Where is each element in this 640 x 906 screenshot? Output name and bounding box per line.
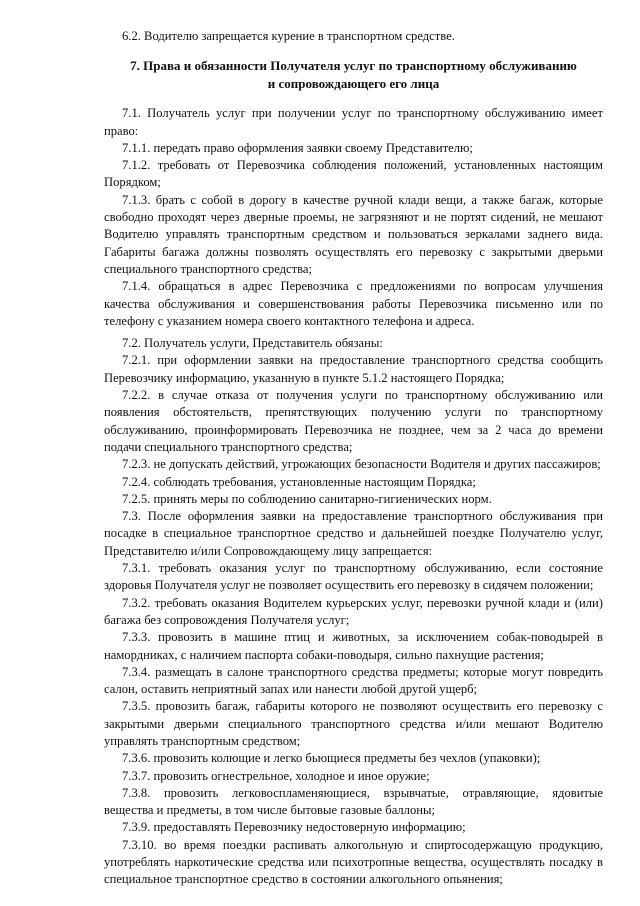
paragraph-7-2-1: 7.2.1. при оформлении заявки на предоставление транспортного средства сообщить Перевозчику информацию, указанную в пункте 5.1.2 настоящего Порядка; — [104, 353, 603, 385]
paragraph-7-3-8: 7.3.8. провозить легковоспламеняющиеся, взрывчатые, отравляющие, ядовитые вещества и предметы, в том числе бытовые газовые баллоны; — [104, 785, 603, 818]
paragraph-6-2: 6.2. Водителю запрещается курение в транспортном средстве. — [122, 29, 455, 43]
paragraph-7-1-2: 7.1.2. требовать от Перевозчика соблюдения положений, установленных настоящим Порядком; — [104, 158, 603, 190]
paragraph-7-3-6: 7.3.6. провозить колющие и легко бьющиеся предметы без чехлов (упаковки); — [122, 751, 541, 766]
paragraph-7-3-10: 7.3.10. во время поездки распивать алкогольную и спиртосодержащую продукцию, употреблять наркотические средства или психотропные вещества, осуществлять посадку в специальное транспортное средство в состоянии алкогольного опьянения; — [104, 837, 603, 887]
section-7-heading-line-2: и сопровождающего его лица — [267, 75, 440, 91]
section-7-heading-line-1: 7. Права и обязанности Получателя услуг по транспортному обслуживанию — [130, 58, 577, 74]
paragraph-7-3-2: 7.3.2. требовать оказания Водителем курьерских услуг, перевозки ручной клади и (или) багажа без сопровождения Получателя услуг; — [104, 595, 603, 627]
paragraph-7-1-3: 7.1.3. брать с собой в дорогу в качестве ручной клади вещи, а также багаж, которые свободно проходят через дверные проемы, не загрязняют и не портят сидений, не мешают Водителю управлять транспортным средством и пользоваться зеркалами заднего вида. Габариты багажа должны позволять осуществлять его перевозку с закрытыми дверьми специального транспортного средства; — [104, 192, 603, 276]
paragraph-7-3-9: 7.3.9. предоставлять Перевозчику недостоверную информацию; — [122, 820, 466, 835]
paragraph-7-3: 7.3. После оформления заявки на предоставление транспортного обслуживания при посадке в специальное транспортное средство и дальнейшей поездке Получателю услуг, Представителю и/или Сопровождающему лицу запрещается: — [104, 509, 603, 558]
paragraph-7-2-3: 7.2.3. не допускать действий, угрожающих безопасности Водителя и других пассажиров; — [122, 457, 601, 472]
paragraph-7-2-2: 7.2.2. в случае отказа от получения услуги по транспортному обслуживанию или появления обстоятельств, препятствующих получению услуги по транспортному обслуживанию, проинформировать Перевозчика не позднее, чем за 2 часа до времени подачи специального транспортного средства; — [104, 388, 603, 454]
paragraph-7-1: 7.1. Получатель услуг при получении услуг по транспортному обслуживанию имеет право: — [104, 106, 603, 138]
document-page — [104, 28, 603, 889]
paragraph-7-2-4: 7.2.4. соблюдать требования, установленные настоящим Порядка; — [122, 474, 476, 489]
paragraph-7-3-7: 7.3.7. провозить огнестрельное, холодное и иное оружие; — [122, 768, 430, 783]
paragraph-7-3-4: 7.3.4. размещать в салоне транспортного средства предметы; которые могут повредить салон, оставить неприятный запах или нанести любой другой ущерб; — [104, 664, 603, 697]
paragraph-7-2-5: 7.2.5. принять меры по соблюдению санитарно-гигиенических норм. — [122, 491, 492, 506]
paragraph-7-1-1: 7.1.1. передать право оформления заявки своему Представителю; — [122, 140, 473, 155]
section-7-heading — [104, 57, 603, 92]
paragraph-7-2: 7.2. Получатель услуги, Представитель обязаны: — [122, 336, 383, 351]
paragraph-7-3-1: 7.3.1. требовать оказания услуг по транспортному обслуживанию, если состояние здоровья Получателя услуг не позволяет осуществить его перевозку в сидячем положении; — [104, 561, 603, 593]
paragraph-7-1-4: 7.1.4. обращаться в адрес Перевозчика с предложениями по вопросам улучшения качества обслуживания и совершенствования работы Перевозчика письменно или по телефону с указанием номера своего контактного телефона и адреса. — [104, 279, 603, 328]
paragraph-7-3-3: 7.3.3. провозить в машине птиц и животных, за исключением собак-поводырей в намордниках, с наличием паспорта собаки-поводыря, сильно пахнущие растения; — [104, 630, 603, 662]
paragraph-7-3-5: 7.3.5. провозить багаж, габариты которого не позволяют осуществить его перевозку с закрытыми дверьми специального транспортного средства и/или мешают Водителю управлять транспортным средством; — [104, 699, 603, 748]
